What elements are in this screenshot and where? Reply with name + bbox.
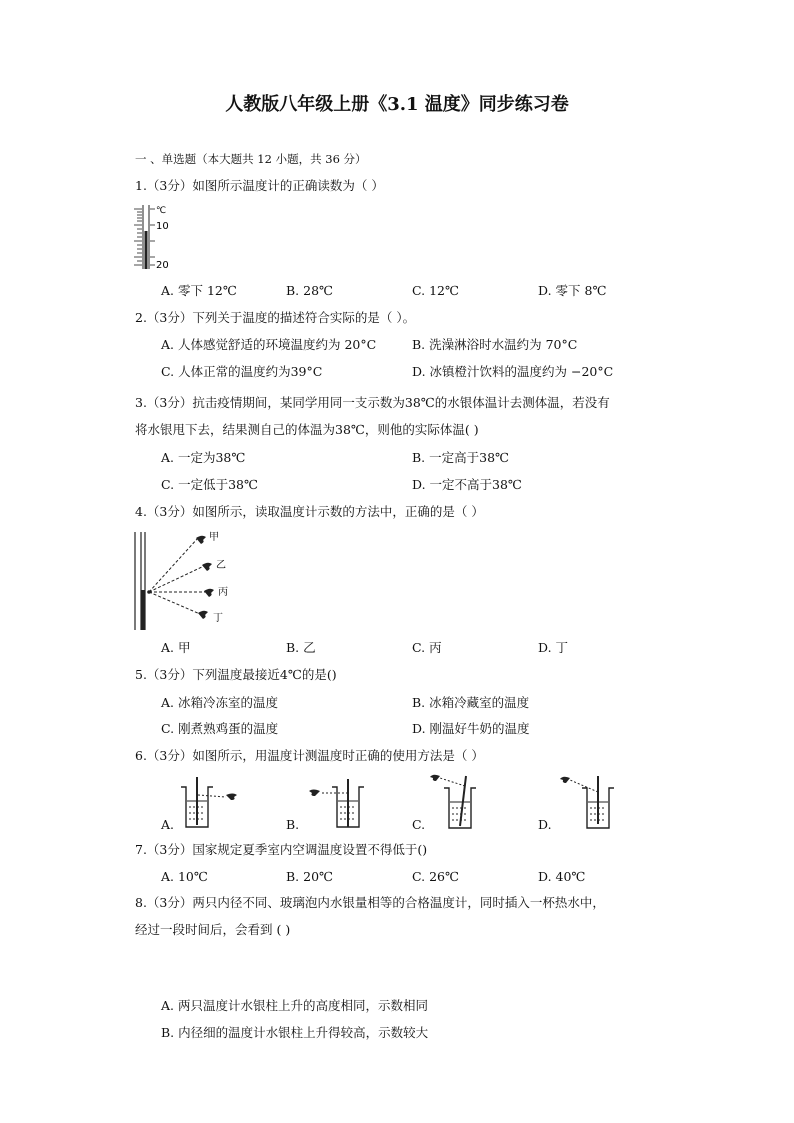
fig1-tick-10: 10 (156, 221, 169, 232)
fig1-tick-20: 20 (156, 260, 169, 271)
q5-option-a[interactable]: A. 冰箱冷冻室的温度 (161, 695, 278, 710)
section-heading: 一 、单选题（本大题共 12 小题，共 36 分） (135, 152, 367, 166)
q2-option-c[interactable]: C. 人体正常的温度约为39°C (161, 364, 323, 379)
q3-option-c[interactable]: C. 一定低于38℃ (161, 477, 258, 492)
question-7-stem: 7.（3分）国家规定夏季室内空调温度设置不得低于() (135, 842, 428, 857)
q7-option-c[interactable]: C. 26℃ (412, 869, 459, 884)
q4-option-d[interactable]: D. 丁 (538, 640, 569, 655)
q8-option-a[interactable]: A. 两只温度计水银柱上升的高度相同，示数相同 (161, 998, 428, 1013)
q3-option-d[interactable]: D. 一定不高于38℃ (412, 477, 522, 492)
q7-option-d[interactable]: D. 40℃ (538, 869, 586, 884)
question-5-stem: 5.（3分）下列温度最接近4℃的是() (135, 667, 337, 682)
q1-option-a[interactable]: A. 零下 12℃ (161, 283, 237, 298)
question-3-stem-line1: 3.（3分）抗击疫情期间，某同学用同一支示数为38℃的水银体温计去测体温，若没有 (135, 395, 610, 410)
q4-option-a[interactable]: A. 甲 (161, 640, 191, 655)
reading-eye-figure (130, 530, 240, 634)
question-6-stem: 6.（3分）如图所示，用温度计测温度时正确的使用方法是（ ） (135, 748, 484, 763)
q3-option-a[interactable]: A. 一定为38℃ (161, 450, 246, 465)
question-8-stem-line2: 经过一段时间后，会看到 ( ) (135, 922, 291, 937)
q5-option-c[interactable]: C. 刚煮熟鸡蛋的温度 (161, 721, 279, 736)
page-title: 人教版八年级上册《3.1 温度》同步练习卷 (225, 94, 569, 115)
beaker-figure-a (178, 775, 243, 831)
q3-option-b[interactable]: B. 一定高于38℃ (412, 450, 510, 465)
thermometer-figure (133, 203, 183, 273)
q8-option-b[interactable]: B. 内径细的温度计水银柱上升得较高，示数较大 (161, 1025, 429, 1040)
q2-option-b[interactable]: B. 洗澡淋浴时水温约为 70°C (412, 337, 578, 352)
q1-option-c[interactable]: C. 12℃ (412, 283, 459, 298)
q5-option-b[interactable]: B. 冰箱冷藏室的温度 (412, 695, 530, 710)
question-8-stem-line1: 8.（3分）两只内径不同、玻璃泡内水银量相等的合格温度计，同时插入一杯热水中， (135, 895, 605, 910)
q6-option-b[interactable]: B. (286, 817, 300, 832)
q2-option-d[interactable]: D. 冰镇橙汁饮料的温度约为 −20°C (412, 364, 614, 379)
question-3-stem-line2: 将水银甩下去，结果测自己的体温为38℃，则他的实际体温( ) (135, 422, 479, 437)
question-1-stem: 1.（3分）如图所示温度计的正确读数为（ ） (135, 178, 384, 193)
q5-option-d[interactable]: D. 刚温好牛奶的温度 (412, 721, 530, 736)
q7-option-a[interactable]: A. 10℃ (161, 869, 208, 884)
q1-option-b[interactable]: B. 28℃ (286, 283, 334, 298)
q1-option-d[interactable]: D. 零下 8℃ (538, 283, 607, 298)
question-4-stem: 4.（3分）如图所示，读取温度计示数的方法中，正确的是（ ） (135, 504, 484, 519)
q6-option-a[interactable]: A. (161, 817, 175, 832)
fig4-label-ding: 丁 (213, 613, 223, 624)
q6-option-d[interactable]: D. (538, 817, 552, 832)
beaker-figure-d (556, 772, 621, 832)
fig4-label-jia: 甲 (209, 532, 219, 543)
question-2-stem: 2.（3分）下列关于温度的描述符合实际的是（ ）。 (135, 310, 416, 325)
q4-option-c[interactable]: C. 丙 (412, 640, 442, 655)
q6-option-c[interactable]: C. (412, 817, 426, 832)
q2-option-a[interactable]: A. 人体感觉舒适的环境温度约为 20°C (161, 337, 377, 352)
fig4-label-yi: 乙 (216, 560, 226, 571)
q7-option-b[interactable]: B. 20℃ (286, 869, 334, 884)
fig1-unit: ℃ (156, 206, 167, 216)
q4-option-b[interactable]: B. 乙 (286, 640, 316, 655)
beaker-figure-c (428, 772, 493, 832)
beaker-figure-b (302, 775, 367, 831)
fig4-label-bing: 丙 (218, 587, 228, 598)
